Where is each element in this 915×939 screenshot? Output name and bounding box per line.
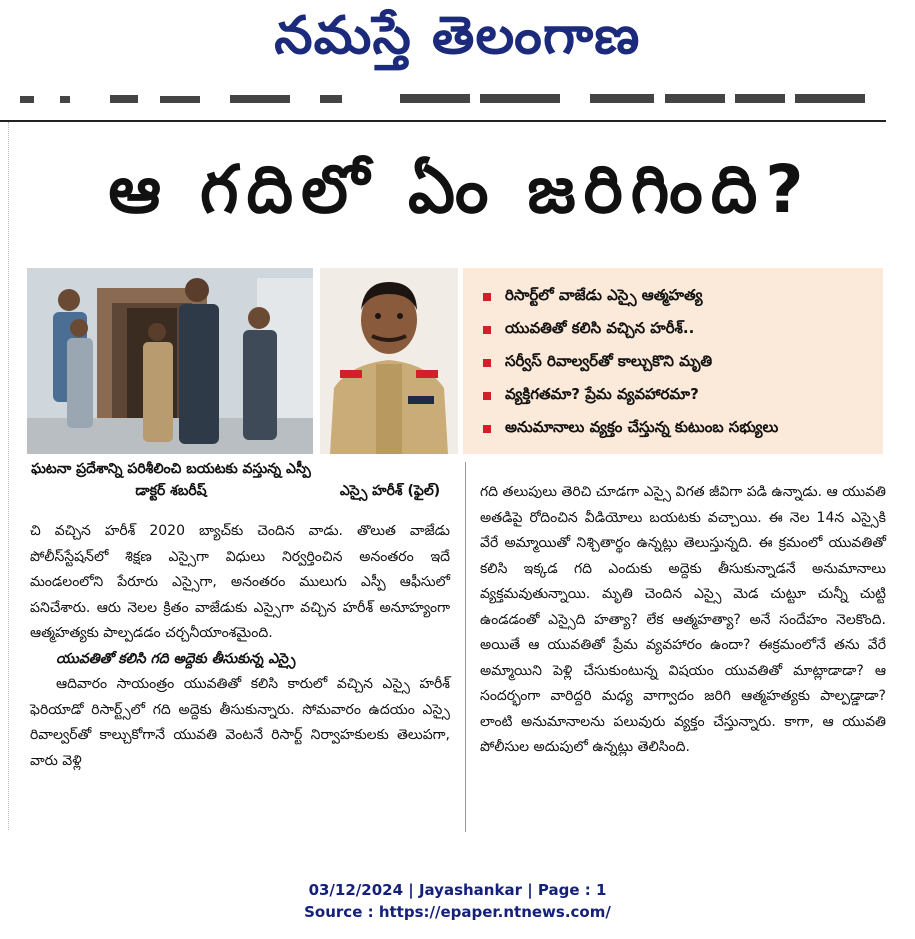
newspaper-masthead — [0, 0, 915, 80]
highlight-item — [483, 412, 873, 445]
scene-photo — [27, 268, 313, 454]
highlight-text: వ్యక్తిగతమా? ప్రేమ వ్యవహారమా? — [505, 384, 699, 403]
highlight-item — [483, 379, 873, 412]
portrait-caption: ఎస్సై హరీశ్‌ (ఫైల్‌) — [339, 483, 441, 499]
clipped-text-strip — [0, 92, 890, 104]
footer-date-edition: 03/12/2024 | Jayashankar | Page : 1 — [308, 881, 607, 899]
scene-photo-caption: ఘటనా ప్రదేశాన్ని పరిశీలించి బయటకు వస్తున్న ఎస్పీ డాక్టర్‌ శబరీష్‌ — [31, 461, 311, 499]
highlight-text: రిసార్ట్‌లో వాజేడు ఎస్సై ఆత్మహత్య — [505, 285, 703, 304]
bullet-square-icon — [483, 359, 491, 367]
highlight-item — [483, 346, 873, 379]
highlight-item — [483, 280, 873, 313]
bullet-square-icon — [483, 326, 491, 334]
bullet-square-icon — [483, 425, 491, 433]
article-column-right — [480, 480, 886, 761]
article-headline: ఆ గదిలో ఏం జరిగింది? — [108, 151, 812, 228]
article-paragraph: గది తలుపులు తెరిచి చూడగా ఎస్సై విగత జీవిగా పడి ఉన్నాడు. ఆ యువతి అతడిపై రోదించిన వీడియోలు బయటకు వచ్చాయి. ఈ నెల 14న ఎస్సైకి వేరే అమ్మాయితో నిశ్చితార్థం ఉన్నట్లు తెలుస్తున్నది. ఈ క్రమంలో యువతితో కలిసి ఇక్కడ గది ఎందుకు అద్దెకు తీసుకున్నాడనే అనుమానాలు వ్యక్తమవుతున్నాయి. మృతి చెందిన ఎస్సై మెడ చుట్టూ చున్నీ చుట్టి ఉండడంతో ఎస్సైది హత్యా? లేక ఆత్మహత్యా? అనే సందేహం నెలకొంది. అయితే ఆ యువతితో ప్రేమ వ్యవహారం ఉందా? ఈక్రమంలోనే తను వేరే అమ్మాయిని పెళ్లి చేసుకుంటున్న విషయం యువతితో మాట్లాడాడా? ఆ సందర్భంగా వారిద్దరి మధ్య వాగ్వాదం జరిగి ఆత్మహత్యకు పాల్పడ్డాడా? లాంటి అనుమానాలను పలువురు వ్యక్తం చేస్తున్నారు. కాగా, ఆ యువతి పోలీసుల అదుపులో ఉన్నట్లు తెలిసింది. — [480, 484, 886, 755]
si-portrait-photo — [320, 268, 458, 454]
column-divider — [465, 462, 466, 832]
highlights-box — [463, 268, 883, 454]
highlight-text: సర్వీస్‌ రివాల్వర్‌తో కాల్చుకొని మృతి — [505, 351, 713, 370]
page-footer — [0, 879, 915, 923]
scene-photo-graphic — [27, 268, 313, 454]
article-subhead: యువతితో కలిసి గది అద్దెకు తీసుకున్న ఎస్సై — [56, 650, 296, 667]
highlight-item — [483, 313, 873, 346]
si-portrait-graphic — [320, 268, 458, 454]
article-paragraph: చి వచ్చిన హరీశ్‌ 2020 బ్యాచ్‌కు చెందిన వాడు. తొలుత వాజేడు పోలీస్‌స్టేషన్‌లో శిక్షణ ఎస్సైగా విధులు నిర్వర్తించిన అనంతరం ఇదే మండలంలోని పేరూరు ఎస్సైగా, అనంతరం ములుగు ఎస్పీ ఆఫీసులో పనిచేశారు. ఆరు నెలల క్రితం వాజేడుకు ఎస్సైగా వచ్చిన హరీశ్‌ అనూహ్యంగా ఆత్మహత్యకు పాల్పడడం చర్చనీయాంశమైంది. — [30, 523, 450, 641]
masthead-title: నమస్తే తెలంగాణ — [274, 6, 641, 66]
clipped-text-strip-graphic — [0, 92, 890, 104]
highlight-text: అనుమానాలు వ్యక్తం చేస్తున్న కుటుంబ సభ్యులు — [505, 417, 779, 436]
article-column-left — [30, 519, 450, 774]
bullet-square-icon — [483, 293, 491, 301]
footer-source-link[interactable]: Source : https://epaper.ntnews.com/ — [304, 903, 611, 921]
article-paragraph: ఆదివారం సాయంత్రం యువతితో కలిసి కారులో వచ్చిన ఎస్సై హరీశ్‌ ఫెరియాడో రిసార్ట్స్‌లో గది అద్దెకు తీసుకున్నారు. సోమవారం ఉదయం ఎస్సై రివాల్వర్‌తో కాల్చుకోగానే యువతి వెంటనే రిసార్ట్‌ నిర్వాహకులకు తెలుపగా, వారు వెళ్లి — [30, 676, 450, 769]
left-column-edge — [0, 122, 9, 830]
masthead-divider — [0, 120, 886, 122]
highlight-text: యువతితో కలిసి వచ్చిన హరీశ్‌.. — [505, 318, 695, 337]
bullet-square-icon — [483, 392, 491, 400]
